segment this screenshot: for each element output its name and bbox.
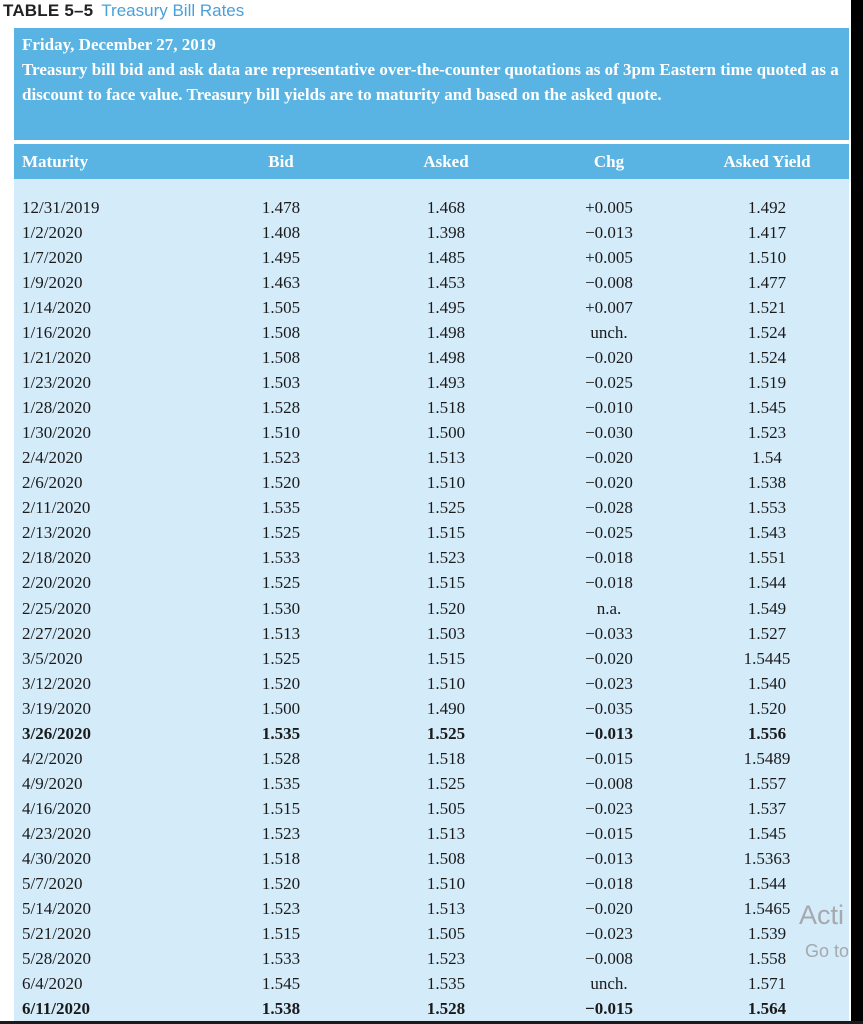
info-box bbox=[14, 28, 849, 140]
table-row bbox=[14, 320, 849, 345]
cell-asked: 1.493 bbox=[426, 373, 466, 393]
table-row bbox=[14, 495, 849, 520]
cell-asked-yield: 1.539 bbox=[747, 923, 787, 943]
table-row bbox=[14, 721, 849, 746]
cell-chg: −0.015 bbox=[585, 999, 633, 1018]
cell-asked: 1.398 bbox=[426, 223, 466, 243]
watermark-line-2: Go to bbox=[805, 941, 850, 961]
cell-maturity: 4/16/2020 bbox=[22, 798, 91, 818]
cell-asked: 1.505 bbox=[426, 798, 466, 818]
cell-asked: 1.525 bbox=[426, 723, 466, 743]
cell-chg: −0.025 bbox=[585, 373, 633, 393]
cell-asked-yield: 1.564 bbox=[747, 999, 787, 1018]
cell-bid: 1.523 bbox=[261, 898, 301, 918]
cell-maturity: 3/12/2020 bbox=[22, 673, 91, 693]
cell-asked-yield: 1.510 bbox=[747, 248, 787, 268]
cell-maturity: 6/11/2020 bbox=[22, 999, 91, 1018]
cell-asked-yield: 1.557 bbox=[747, 773, 787, 793]
cell-maturity: 3/26/2020 bbox=[22, 723, 91, 743]
table-row bbox=[14, 395, 849, 420]
cell-asked: 1.528 bbox=[426, 999, 466, 1018]
cell-chg: −0.010 bbox=[585, 398, 633, 418]
table-row bbox=[14, 746, 849, 771]
cell-bid: 1.538 bbox=[261, 999, 301, 1018]
cell-asked: 1.523 bbox=[426, 548, 466, 568]
cell-chg: −0.020 bbox=[585, 898, 633, 918]
cell-asked: 1.495 bbox=[426, 298, 466, 318]
cell-asked: 1.498 bbox=[426, 323, 466, 343]
cell-asked-yield: 1.544 bbox=[747, 573, 787, 593]
cell-maturity: 2/25/2020 bbox=[22, 598, 91, 618]
header-bid: Bid bbox=[268, 152, 294, 171]
cell-bid: 1.463 bbox=[261, 273, 301, 293]
cell-maturity: 1/14/2020 bbox=[22, 298, 91, 318]
cell-asked: 1.510 bbox=[426, 873, 466, 893]
cell-bid: 1.523 bbox=[261, 448, 301, 468]
cell-maturity: 3/19/2020 bbox=[22, 698, 91, 718]
cell-bid: 1.515 bbox=[261, 798, 301, 818]
cell-chg: unch. bbox=[590, 973, 628, 993]
table-row bbox=[14, 545, 849, 570]
table-row bbox=[14, 520, 849, 545]
cell-asked-yield: 1.537 bbox=[747, 798, 787, 818]
cell-asked-yield: 1.553 bbox=[747, 498, 787, 518]
cell-asked-yield: 1.5445 bbox=[743, 648, 791, 668]
cell-asked: 1.518 bbox=[426, 398, 466, 418]
table-row bbox=[14, 996, 849, 1021]
cell-asked: 1.485 bbox=[426, 248, 466, 268]
cell-maturity: 5/14/2020 bbox=[22, 898, 91, 918]
cell-asked-yield: 1.544 bbox=[747, 873, 787, 893]
table-header bbox=[14, 144, 849, 179]
cell-asked: 1.498 bbox=[426, 348, 466, 368]
cell-bid: 1.478 bbox=[261, 198, 301, 217]
cell-bid: 1.533 bbox=[261, 948, 301, 968]
cell-asked-yield: 1.545 bbox=[747, 398, 787, 418]
cell-chg: −0.028 bbox=[585, 498, 633, 518]
cell-maturity: 1/2/2020 bbox=[22, 223, 83, 243]
cell-asked-yield: 1.477 bbox=[747, 273, 787, 293]
cell-maturity: 2/20/2020 bbox=[22, 573, 91, 593]
cell-asked-yield: 1.545 bbox=[747, 823, 787, 843]
cell-chg: −0.013 bbox=[585, 848, 633, 868]
cell-maturity: 1/16/2020 bbox=[22, 323, 91, 343]
table-row bbox=[14, 821, 849, 846]
cell-chg: +0.005 bbox=[585, 248, 633, 268]
cell-maturity: 2/18/2020 bbox=[22, 548, 91, 568]
cell-bid: 1.503 bbox=[261, 373, 301, 393]
table-title bbox=[3, 0, 244, 22]
cell-asked: 1.500 bbox=[426, 423, 466, 443]
watermark-line-1: Acti bbox=[799, 900, 845, 930]
cell-asked: 1.510 bbox=[426, 673, 466, 693]
cell-bid: 1.525 bbox=[261, 648, 301, 668]
cell-maturity: 2/27/2020 bbox=[22, 623, 91, 643]
cell-chg: −0.033 bbox=[585, 623, 633, 643]
cell-chg: −0.008 bbox=[585, 773, 633, 793]
cell-asked-yield: 1.524 bbox=[747, 348, 787, 368]
cell-maturity: 1/7/2020 bbox=[22, 248, 83, 268]
cell-maturity: 4/9/2020 bbox=[22, 773, 83, 793]
cell-chg: +0.007 bbox=[585, 298, 633, 318]
cell-chg: +0.005 bbox=[585, 198, 633, 217]
table-name: Treasury Bill Rates bbox=[101, 1, 245, 20]
cell-asked: 1.505 bbox=[426, 923, 466, 943]
cell-asked-yield: 1.5363 bbox=[743, 848, 791, 868]
cell-maturity: 2/13/2020 bbox=[22, 523, 91, 543]
cell-asked: 1.513 bbox=[426, 448, 466, 468]
table-row bbox=[14, 871, 849, 896]
cell-chg: −0.025 bbox=[585, 523, 633, 543]
cell-bid: 1.535 bbox=[261, 773, 301, 793]
cell-chg: −0.030 bbox=[585, 423, 633, 443]
cell-bid: 1.508 bbox=[261, 323, 301, 343]
cell-bid: 1.520 bbox=[261, 473, 301, 493]
cell-bid: 1.500 bbox=[261, 698, 301, 718]
cell-asked: 1.535 bbox=[426, 973, 466, 993]
cell-bid: 1.528 bbox=[261, 398, 301, 418]
cell-bid: 1.535 bbox=[261, 723, 301, 743]
cell-chg: −0.018 bbox=[585, 873, 633, 893]
table-row bbox=[14, 846, 849, 871]
table-row bbox=[14, 621, 849, 646]
cell-bid: 1.525 bbox=[261, 573, 301, 593]
cell-chg: −0.018 bbox=[585, 573, 633, 593]
cell-asked-yield: 1.558 bbox=[747, 948, 787, 968]
quote-date: Friday, December 27, 2019 bbox=[22, 35, 216, 54]
cell-asked-yield: 1.54 bbox=[752, 448, 782, 468]
activate-windows-watermark bbox=[793, 895, 851, 975]
cell-chg: −0.015 bbox=[585, 823, 633, 843]
table-row bbox=[14, 220, 849, 245]
cell-asked: 1.523 bbox=[426, 948, 466, 968]
cell-bid: 1.508 bbox=[261, 348, 301, 368]
cell-asked-yield: 1.492 bbox=[747, 198, 787, 217]
cell-maturity: 3/5/2020 bbox=[22, 648, 83, 668]
cell-maturity: 5/7/2020 bbox=[22, 873, 83, 893]
cell-asked-yield: 1.417 bbox=[747, 223, 787, 243]
cell-bid: 1.518 bbox=[261, 848, 301, 868]
cell-chg: −0.008 bbox=[585, 948, 633, 968]
cell-asked-yield: 1.540 bbox=[747, 673, 787, 693]
header-asked: Asked bbox=[423, 152, 469, 171]
cell-maturity: 1/28/2020 bbox=[22, 398, 91, 418]
table-body bbox=[14, 195, 849, 1021]
cell-maturity: 2/6/2020 bbox=[22, 473, 83, 493]
cell-maturity: 4/2/2020 bbox=[22, 748, 83, 768]
header-chg: Chg bbox=[593, 152, 625, 171]
cell-asked-yield: 1.549 bbox=[747, 598, 787, 618]
cell-bid: 1.505 bbox=[261, 298, 301, 318]
cell-asked: 1.513 bbox=[426, 823, 466, 843]
table-row bbox=[14, 345, 849, 370]
cell-chg: −0.023 bbox=[585, 673, 633, 693]
cell-chg: unch. bbox=[590, 323, 628, 343]
cell-asked: 1.525 bbox=[426, 773, 466, 793]
table-row bbox=[14, 796, 849, 821]
table-row bbox=[14, 696, 849, 721]
cell-maturity: 5/21/2020 bbox=[22, 923, 91, 943]
cell-chg: −0.023 bbox=[585, 798, 633, 818]
cell-chg: −0.008 bbox=[585, 273, 633, 293]
table-row bbox=[14, 646, 849, 671]
cell-asked: 1.518 bbox=[426, 748, 466, 768]
cell-bid: 1.528 bbox=[261, 748, 301, 768]
cell-asked-yield: 1.551 bbox=[747, 548, 787, 568]
table-row bbox=[14, 195, 849, 220]
cell-asked: 1.453 bbox=[426, 273, 466, 293]
table-row bbox=[14, 971, 849, 996]
cell-asked-yield: 1.521 bbox=[747, 298, 787, 318]
table-row bbox=[14, 245, 849, 270]
table-row bbox=[14, 946, 849, 971]
cell-asked-yield: 1.527 bbox=[747, 623, 787, 643]
cell-asked-yield: 1.523 bbox=[747, 423, 787, 443]
cell-asked: 1.515 bbox=[426, 523, 466, 543]
cell-maturity: 2/4/2020 bbox=[22, 448, 83, 468]
cell-maturity: 1/30/2020 bbox=[22, 423, 91, 443]
cell-chg: n.a. bbox=[596, 598, 622, 618]
table-row bbox=[14, 896, 849, 921]
cell-asked: 1.508 bbox=[426, 848, 466, 868]
cell-asked: 1.468 bbox=[426, 198, 466, 217]
cell-bid: 1.545 bbox=[261, 973, 301, 993]
cell-bid: 1.535 bbox=[261, 498, 301, 518]
cell-chg: −0.015 bbox=[585, 748, 633, 768]
quote-description: Treasury bill bid and ask data are representative over-the-counter quotations as of 3pm Eastern time quoted as a discount to face value. Treasury bill yields are to maturity and based on the asked quote. bbox=[22, 60, 839, 104]
cell-bid: 1.523 bbox=[261, 823, 301, 843]
table-row bbox=[14, 270, 849, 295]
cell-bid: 1.520 bbox=[261, 873, 301, 893]
cell-chg: −0.018 bbox=[585, 548, 633, 568]
cell-bid: 1.513 bbox=[261, 623, 301, 643]
cell-bid: 1.495 bbox=[261, 248, 301, 268]
table-row bbox=[14, 921, 849, 946]
cell-bid: 1.520 bbox=[261, 673, 301, 693]
cell-bid: 1.510 bbox=[261, 423, 301, 443]
cell-chg: −0.020 bbox=[585, 648, 633, 668]
cell-maturity: 4/23/2020 bbox=[22, 823, 91, 843]
cell-asked: 1.520 bbox=[426, 598, 466, 618]
cell-chg: −0.020 bbox=[585, 448, 633, 468]
cell-maturity: 6/4/2020 bbox=[22, 973, 83, 993]
cell-maturity: 1/9/2020 bbox=[22, 273, 83, 293]
table-number: TABLE 5–5 bbox=[3, 1, 94, 20]
table-row bbox=[14, 570, 849, 595]
cell-bid: 1.525 bbox=[261, 523, 301, 543]
cell-bid: 1.408 bbox=[261, 223, 301, 243]
table-row bbox=[14, 671, 849, 696]
cell-asked: 1.515 bbox=[426, 573, 466, 593]
cell-asked: 1.515 bbox=[426, 648, 466, 668]
cell-chg: −0.013 bbox=[585, 723, 633, 743]
cell-asked: 1.490 bbox=[426, 698, 466, 718]
header-maturity: Maturity bbox=[22, 152, 89, 171]
table-row bbox=[14, 771, 849, 796]
cell-maturity: 5/28/2020 bbox=[22, 948, 91, 968]
cell-bid: 1.515 bbox=[261, 923, 301, 943]
cell-asked: 1.510 bbox=[426, 473, 466, 493]
cell-asked-yield: 1.543 bbox=[747, 523, 787, 543]
cell-maturity: 1/23/2020 bbox=[22, 373, 91, 393]
cell-chg: −0.023 bbox=[585, 923, 633, 943]
cell-asked-yield: 1.5489 bbox=[743, 748, 791, 768]
cell-asked-yield: 1.519 bbox=[747, 373, 787, 393]
cell-bid: 1.533 bbox=[261, 548, 301, 568]
cell-maturity: 4/30/2020 bbox=[22, 848, 91, 868]
cell-asked-yield: 1.520 bbox=[747, 698, 787, 718]
cell-asked-yield: 1.5465 bbox=[743, 898, 791, 918]
cell-asked: 1.513 bbox=[426, 898, 466, 918]
table-row bbox=[14, 445, 849, 470]
cell-chg: −0.020 bbox=[585, 348, 633, 368]
cell-chg: −0.035 bbox=[585, 698, 633, 718]
cell-maturity: 12/31/2019 bbox=[22, 198, 100, 217]
cell-asked-yield: 1.524 bbox=[747, 323, 787, 343]
cell-asked-yield: 1.571 bbox=[747, 973, 787, 993]
rates-table bbox=[14, 144, 849, 1021]
cell-bid: 1.530 bbox=[261, 598, 301, 618]
cell-asked-yield: 1.556 bbox=[747, 723, 787, 743]
cell-asked: 1.525 bbox=[426, 498, 466, 518]
table-row bbox=[14, 295, 849, 320]
table-row bbox=[14, 596, 849, 621]
table-row bbox=[14, 420, 849, 445]
cell-chg: −0.020 bbox=[585, 473, 633, 493]
window-edge-right bbox=[851, 0, 863, 1024]
header-asked-yield: Asked Yield bbox=[723, 152, 811, 171]
table-row bbox=[14, 470, 849, 495]
cell-asked-yield: 1.538 bbox=[747, 473, 787, 493]
cell-maturity: 2/11/2020 bbox=[22, 498, 91, 518]
cell-asked: 1.503 bbox=[426, 623, 466, 643]
cell-chg: −0.013 bbox=[585, 223, 633, 243]
cell-maturity: 1/21/2020 bbox=[22, 348, 91, 368]
table-row bbox=[14, 370, 849, 395]
